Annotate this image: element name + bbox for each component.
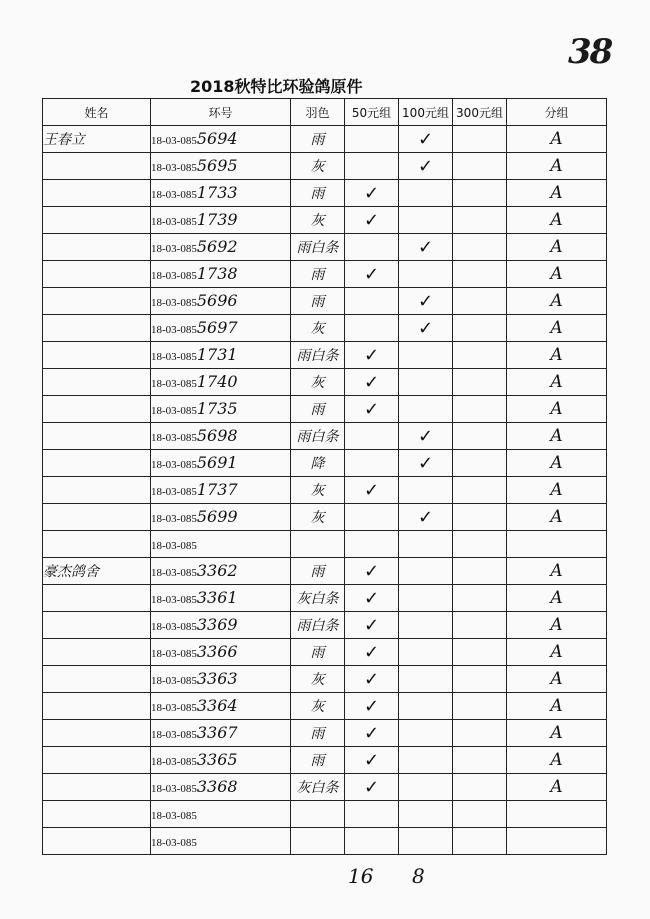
group-100-check (399, 180, 453, 207)
feather-color-cell: 灰 (291, 369, 345, 396)
table-row (43, 693, 607, 720)
feather-color-cell: 雨 (291, 180, 345, 207)
ring-prefix: 18-03-085 (151, 189, 197, 201)
group-letter-cell: A (507, 585, 607, 612)
feather-color-cell (291, 828, 345, 855)
feather-color-cell: 雨 (291, 720, 345, 747)
group-100-check: ✓ (399, 423, 453, 450)
group-300-check (453, 342, 507, 369)
ring-prefix: 18-03-085 (151, 783, 197, 795)
group-letter-cell: A (507, 747, 607, 774)
group-letter-cell: A (507, 288, 607, 315)
feather-color-cell: 雨 (291, 126, 345, 153)
feather-color-cell: 灰 (291, 315, 345, 342)
table-row (43, 423, 607, 450)
header-group-50: 50元组 (345, 99, 399, 126)
feather-color-cell: 灰 (291, 207, 345, 234)
owner-name-cell (43, 234, 151, 261)
roster-body (43, 126, 607, 855)
group-100-check (399, 261, 453, 288)
feather-color-cell: 灰 (291, 504, 345, 531)
group-300-check (453, 450, 507, 477)
ring-prefix: 18-03-085 (151, 702, 197, 714)
table-row (43, 477, 607, 504)
group-300-check (453, 558, 507, 585)
ring-number-cell (151, 288, 291, 315)
ring-prefix: 18-03-085 (151, 432, 197, 444)
ring-number-cell (151, 315, 291, 342)
ring-prefix: 18-03-085 (151, 378, 197, 390)
group-50-check: ✓ (345, 720, 399, 747)
table-row (43, 315, 607, 342)
owner-name-cell (43, 747, 151, 774)
ring-prefix: 18-03-085 (151, 243, 197, 255)
group-100-check (399, 693, 453, 720)
ring-number-cell (151, 720, 291, 747)
group-50-check: ✓ (345, 558, 399, 585)
group-300-check (453, 288, 507, 315)
feather-color-cell: 雨 (291, 558, 345, 585)
group-300-check (453, 477, 507, 504)
table-row (43, 828, 607, 855)
group-letter-cell: A (507, 612, 607, 639)
group-50-check (345, 234, 399, 261)
group-100-check: ✓ (399, 288, 453, 315)
group-100-check (399, 342, 453, 369)
group-50-check (345, 504, 399, 531)
group-50-check: ✓ (345, 747, 399, 774)
group-letter-cell: A (507, 720, 607, 747)
group-letter-cell: A (507, 261, 607, 288)
group-300-check (453, 774, 507, 801)
ring-prefix: 18-03-085 (151, 135, 197, 147)
group-300-check (453, 261, 507, 288)
group-300-check (453, 612, 507, 639)
ring-suffix: 3365 (196, 750, 238, 769)
ring-prefix: 18-03-085 (151, 675, 197, 687)
owner-name-cell (43, 666, 151, 693)
feather-color-cell: 灰 (291, 477, 345, 504)
table-row (43, 261, 607, 288)
ring-number-cell (151, 693, 291, 720)
ring-prefix: 18-03-085 (151, 594, 197, 606)
group-100-check (399, 558, 453, 585)
table-row (43, 126, 607, 153)
owner-name-cell (43, 639, 151, 666)
ring-suffix: 5692 (196, 237, 238, 256)
group-50-check: ✓ (345, 477, 399, 504)
ring-suffix: 3366 (196, 642, 238, 661)
ring-number-cell (151, 666, 291, 693)
feather-color-cell: 灰 (291, 153, 345, 180)
group-100-check (399, 774, 453, 801)
ring-suffix: 5698 (196, 426, 238, 445)
ring-suffix: 5695 (196, 156, 238, 175)
group-300-check (453, 585, 507, 612)
group-100-check: ✓ (399, 315, 453, 342)
group-50-check (345, 315, 399, 342)
group-100-check: ✓ (399, 126, 453, 153)
header-ring: 环号 (151, 99, 291, 126)
group-letter-cell: A (507, 477, 607, 504)
header-group-300: 300元组 (453, 99, 507, 126)
owner-name-cell (43, 504, 151, 531)
group-50-check (345, 288, 399, 315)
ring-prefix: 18-03-085 (151, 459, 197, 471)
owner-name-cell (43, 585, 151, 612)
feather-color-cell: 雨 (291, 396, 345, 423)
ring-number-cell (151, 639, 291, 666)
group-letter-cell: A (507, 315, 607, 342)
group-50-check (345, 828, 399, 855)
feather-color-cell (291, 801, 345, 828)
group-letter-cell (507, 801, 607, 828)
tally-50: 16 (348, 864, 374, 888)
ring-prefix: 18-03-085 (151, 513, 197, 525)
feather-color-cell: 雨 (291, 261, 345, 288)
group-letter-cell: A (507, 207, 607, 234)
group-300-check (453, 315, 507, 342)
ring-suffix: 5694 (196, 129, 238, 148)
owner-name-cell (43, 531, 151, 558)
group-300-check (453, 531, 507, 558)
owner-name-cell (43, 828, 151, 855)
ring-prefix: 18-03-085 (151, 648, 197, 660)
owner-name-cell (43, 342, 151, 369)
table-row (43, 612, 607, 639)
ring-suffix: 1731 (196, 345, 238, 364)
tally-100: 8 (412, 864, 425, 888)
ring-number-cell (151, 612, 291, 639)
group-letter-cell: A (507, 558, 607, 585)
ring-suffix: 5696 (196, 291, 238, 310)
group-50-check: ✓ (345, 585, 399, 612)
group-letter-cell: A (507, 774, 607, 801)
owner-name-cell (43, 369, 151, 396)
group-100-check (399, 369, 453, 396)
feather-color-cell: 降 (291, 450, 345, 477)
feather-color-cell (291, 531, 345, 558)
ring-prefix: 18-03-085 (151, 756, 197, 768)
ring-prefix: 18-03-085 (151, 729, 197, 741)
ring-prefix: 18-03-085 (151, 351, 197, 363)
ring-suffix: 1733 (196, 183, 238, 202)
header-group-100: 100元组 (399, 99, 453, 126)
ring-suffix: 1737 (196, 480, 238, 499)
table-row (43, 450, 607, 477)
owner-name-cell (43, 477, 151, 504)
group-50-check: ✓ (345, 207, 399, 234)
ring-prefix: 18-03-085 (151, 216, 197, 228)
group-300-check (453, 693, 507, 720)
group-letter-cell: A (507, 396, 607, 423)
ring-suffix: 5691 (196, 453, 238, 472)
pigeon-roster-table (42, 98, 607, 855)
group-100-check (399, 666, 453, 693)
ring-suffix: 5699 (196, 507, 238, 526)
group-50-check: ✓ (345, 342, 399, 369)
ring-prefix: 18-03-085 (151, 162, 197, 174)
ring-number-cell (151, 423, 291, 450)
group-50-check: ✓ (345, 180, 399, 207)
group-50-check (345, 450, 399, 477)
group-50-check (345, 531, 399, 558)
group-100-check (399, 747, 453, 774)
ring-prefix: 18-03-085 (151, 567, 197, 579)
group-300-check (453, 504, 507, 531)
ring-prefix: 18-03-085 (151, 324, 197, 336)
table-row (43, 180, 607, 207)
ring-suffix: 1740 (196, 372, 238, 391)
feather-color-cell: 雨白条 (291, 342, 345, 369)
group-300-check (453, 720, 507, 747)
group-50-check: ✓ (345, 369, 399, 396)
ring-suffix: 3361 (196, 588, 238, 607)
owner-name-cell (43, 261, 151, 288)
group-100-check (399, 720, 453, 747)
group-50-check: ✓ (345, 261, 399, 288)
group-50-check (345, 423, 399, 450)
group-50-check: ✓ (345, 693, 399, 720)
table-row (43, 396, 607, 423)
header-group: 分组 (507, 99, 607, 126)
table-row (43, 207, 607, 234)
ring-number-cell (151, 342, 291, 369)
ring-prefix: 18-03-085 (151, 810, 197, 822)
ring-number-cell (151, 207, 291, 234)
table-row (43, 747, 607, 774)
feather-color-cell: 灰 (291, 666, 345, 693)
ring-suffix: 3369 (196, 615, 238, 634)
ring-number-cell (151, 504, 291, 531)
owner-name-cell (43, 396, 151, 423)
ring-number-cell (151, 234, 291, 261)
ring-number-cell (151, 747, 291, 774)
feather-color-cell: 雨白条 (291, 612, 345, 639)
group-100-check (399, 207, 453, 234)
table-row (43, 369, 607, 396)
document-title: 2018秋特比环验鸽原件 (190, 77, 363, 96)
ring-number-cell (151, 126, 291, 153)
ring-number-cell (151, 396, 291, 423)
header-name: 姓名 (43, 99, 151, 126)
group-50-check (345, 153, 399, 180)
group-100-check: ✓ (399, 153, 453, 180)
feather-color-cell: 灰 (291, 693, 345, 720)
group-50-check (345, 126, 399, 153)
owner-name-cell (43, 801, 151, 828)
ring-number-cell (151, 531, 291, 558)
group-letter-cell: A (507, 423, 607, 450)
ring-number-cell (151, 774, 291, 801)
owner-name-cell (43, 315, 151, 342)
group-300-check (453, 180, 507, 207)
group-50-check (345, 801, 399, 828)
group-100-check: ✓ (399, 234, 453, 261)
table-row (43, 585, 607, 612)
group-300-check (453, 747, 507, 774)
feather-color-cell: 雨白条 (291, 234, 345, 261)
group-300-check (453, 801, 507, 828)
feather-color-cell: 灰白条 (291, 774, 345, 801)
group-100-check (399, 828, 453, 855)
table-row (43, 774, 607, 801)
group-300-check (453, 234, 507, 261)
table-row (43, 288, 607, 315)
group-300-check (453, 207, 507, 234)
feather-color-cell: 雨白条 (291, 423, 345, 450)
group-letter-cell (507, 531, 607, 558)
owner-name-cell (43, 693, 151, 720)
group-100-check (399, 639, 453, 666)
group-300-check (453, 828, 507, 855)
table-row (43, 234, 607, 261)
ring-number-cell (151, 180, 291, 207)
page-number: 38 (568, 32, 612, 72)
group-100-check (399, 396, 453, 423)
group-100-check (399, 477, 453, 504)
table-row (43, 342, 607, 369)
group-letter-cell: A (507, 342, 607, 369)
group-100-check: ✓ (399, 450, 453, 477)
ring-number-cell (151, 477, 291, 504)
feather-color-cell: 灰白条 (291, 585, 345, 612)
group-letter-cell: A (507, 180, 607, 207)
feather-color-cell: 雨 (291, 639, 345, 666)
group-100-check: ✓ (399, 504, 453, 531)
group-100-check (399, 531, 453, 558)
ring-number-cell (151, 558, 291, 585)
ring-suffix: 3368 (196, 777, 238, 796)
header-row (43, 99, 607, 126)
group-letter-cell: A (507, 504, 607, 531)
group-300-check (453, 396, 507, 423)
group-50-check: ✓ (345, 396, 399, 423)
ring-prefix: 18-03-085 (151, 297, 197, 309)
group-50-check: ✓ (345, 774, 399, 801)
group-50-check: ✓ (345, 612, 399, 639)
owner-name-cell (43, 153, 151, 180)
ring-suffix: 3362 (196, 561, 238, 580)
group-100-check (399, 612, 453, 639)
ring-number-cell (151, 450, 291, 477)
group-100-check (399, 585, 453, 612)
ring-number-cell (151, 369, 291, 396)
ring-number-cell (151, 828, 291, 855)
group-letter-cell (507, 828, 607, 855)
group-letter-cell: A (507, 126, 607, 153)
group-300-check (453, 369, 507, 396)
ring-prefix: 18-03-085 (151, 540, 197, 552)
ring-number-cell (151, 261, 291, 288)
ring-prefix: 18-03-085 (151, 486, 197, 498)
group-50-check: ✓ (345, 666, 399, 693)
group-100-check (399, 801, 453, 828)
group-letter-cell: A (507, 666, 607, 693)
owner-name-cell (43, 207, 151, 234)
ring-suffix: 1739 (196, 210, 238, 229)
ring-number-cell (151, 801, 291, 828)
owner-name-cell (43, 180, 151, 207)
table-row (43, 801, 607, 828)
ring-prefix: 18-03-085 (151, 270, 197, 282)
group-300-check (453, 126, 507, 153)
ring-suffix: 1738 (196, 264, 238, 283)
table-row (43, 639, 607, 666)
feather-color-cell: 雨 (291, 288, 345, 315)
ring-prefix: 18-03-085 (151, 621, 197, 633)
owner-name-cell (43, 774, 151, 801)
table-row (43, 720, 607, 747)
group-300-check (453, 639, 507, 666)
ring-suffix: 5697 (196, 318, 238, 337)
owner-name-cell (43, 288, 151, 315)
group-300-check (453, 666, 507, 693)
group-300-check (453, 423, 507, 450)
ring-number-cell (151, 153, 291, 180)
owner-name-cell: 王春立 (43, 126, 151, 153)
ring-suffix: 1735 (196, 399, 238, 418)
owner-name-cell (43, 423, 151, 450)
table-row (43, 153, 607, 180)
owner-name-cell (43, 612, 151, 639)
table-row (43, 531, 607, 558)
ring-suffix: 3364 (196, 696, 238, 715)
ring-suffix: 3363 (196, 669, 238, 688)
group-letter-cell: A (507, 234, 607, 261)
group-letter-cell: A (507, 693, 607, 720)
ring-prefix: 18-03-085 (151, 837, 197, 849)
group-letter-cell: A (507, 369, 607, 396)
owner-name-cell (43, 720, 151, 747)
group-letter-cell: A (507, 450, 607, 477)
owner-name-cell: 豪杰鸽舍 (43, 558, 151, 585)
group-letter-cell: A (507, 639, 607, 666)
group-letter-cell: A (507, 153, 607, 180)
feather-color-cell: 雨 (291, 747, 345, 774)
group-300-check (453, 153, 507, 180)
ring-suffix: 3367 (196, 723, 238, 742)
table-row (43, 666, 607, 693)
header-color: 羽色 (291, 99, 345, 126)
table-row (43, 504, 607, 531)
table-row (43, 558, 607, 585)
ring-prefix: 18-03-085 (151, 405, 197, 417)
ring-number-cell (151, 585, 291, 612)
group-50-check: ✓ (345, 639, 399, 666)
owner-name-cell (43, 450, 151, 477)
